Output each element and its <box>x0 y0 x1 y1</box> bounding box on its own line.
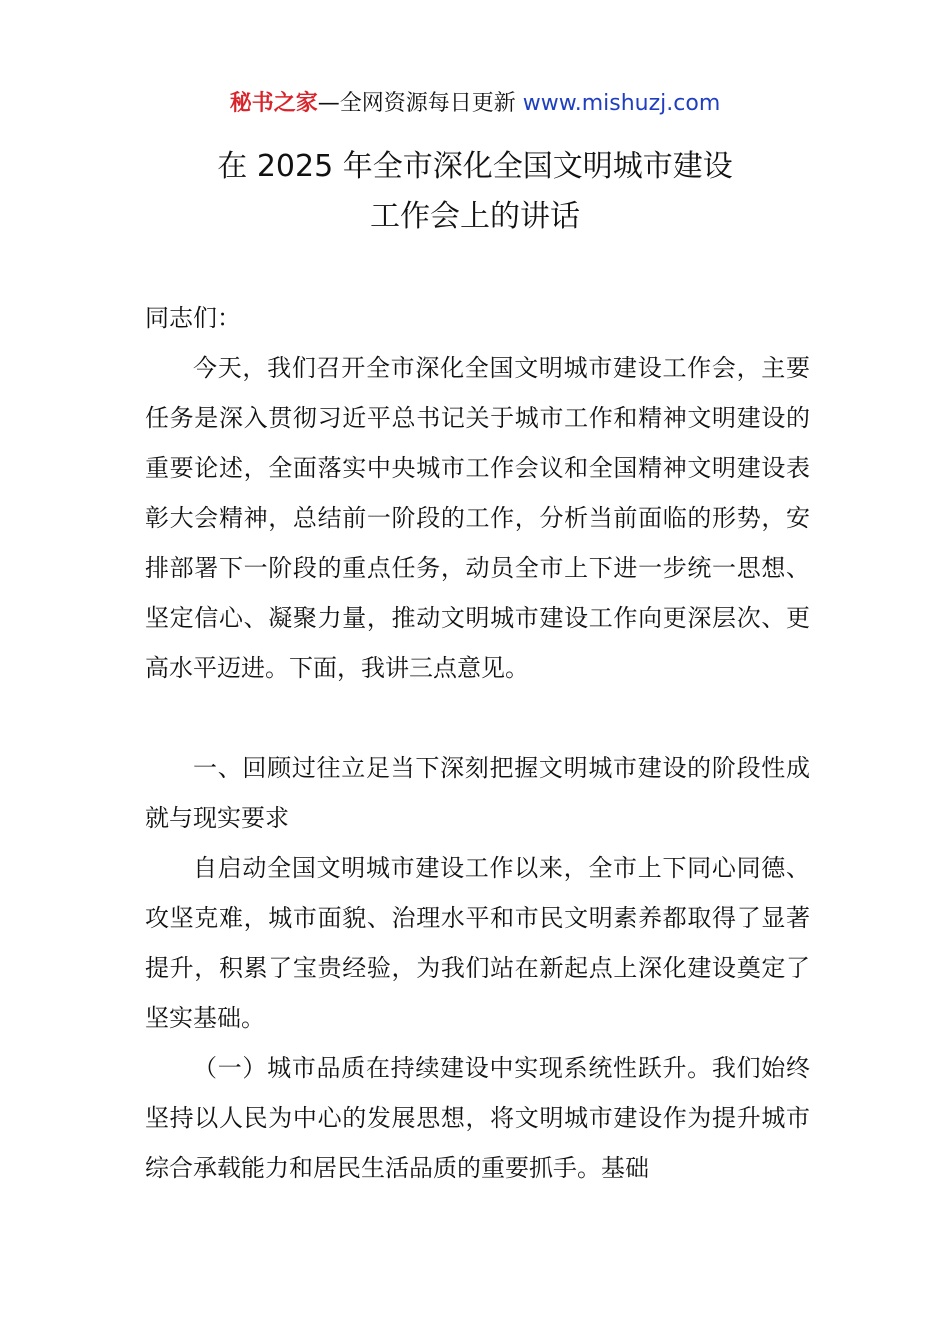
document-title-line-2: 工作会上的讲话 <box>370 199 580 234</box>
salutation: 同志们： <box>145 304 241 332</box>
paragraph-section-1: 自启动全国文明城市建设工作以来，全市上下同心同德、攻坚克难，城市面貌、治理水平和市民文明素养都取得了显著提升，积累了宝贵经验，为我们站在新起点上深化建设奠定了坚实基础。 <box>145 854 810 1032</box>
site-header <box>0 88 950 120</box>
section-heading-1: 一、回顾过往立足当下深刻把握文明城市建设的阶段性成就与现实要求 <box>145 754 810 832</box>
site-url-link[interactable]: www.mishuzj.com <box>522 91 721 116</box>
brand-name: 秘书之家 <box>229 91 318 116</box>
paragraph-subsection-1: （一）城市品质在持续建设中实现系统性跃升。我们始终坚持以人民为中心的发展思想，将文明城市建设作为提升城市综合承载能力和居民生活品质的重要抓手。基础 <box>145 1054 810 1182</box>
header-tagline: —全网资源每日更新 <box>317 91 516 116</box>
document-title-line-1: 在 2025 年全市深化全国文明城市建设 <box>217 149 733 184</box>
paragraph-intro: 今天，我们召开全市深化全国文明城市建设工作会，主要任务是深入贯彻习近平总书记关于城市工作和精神文明建设的重要论述，全面落实中央城市工作会议和全国精神文明建设表彰大会精神，总结前一阶段的工作，分析当前面临的形势，安排部署下一阶段的重点任务，动员全市上下进一步统一思想、坚定信心、凝聚力量，推动文明城市建设工作向更深层次、更高水平迈进。下面，我讲三点意见。 <box>145 354 810 682</box>
